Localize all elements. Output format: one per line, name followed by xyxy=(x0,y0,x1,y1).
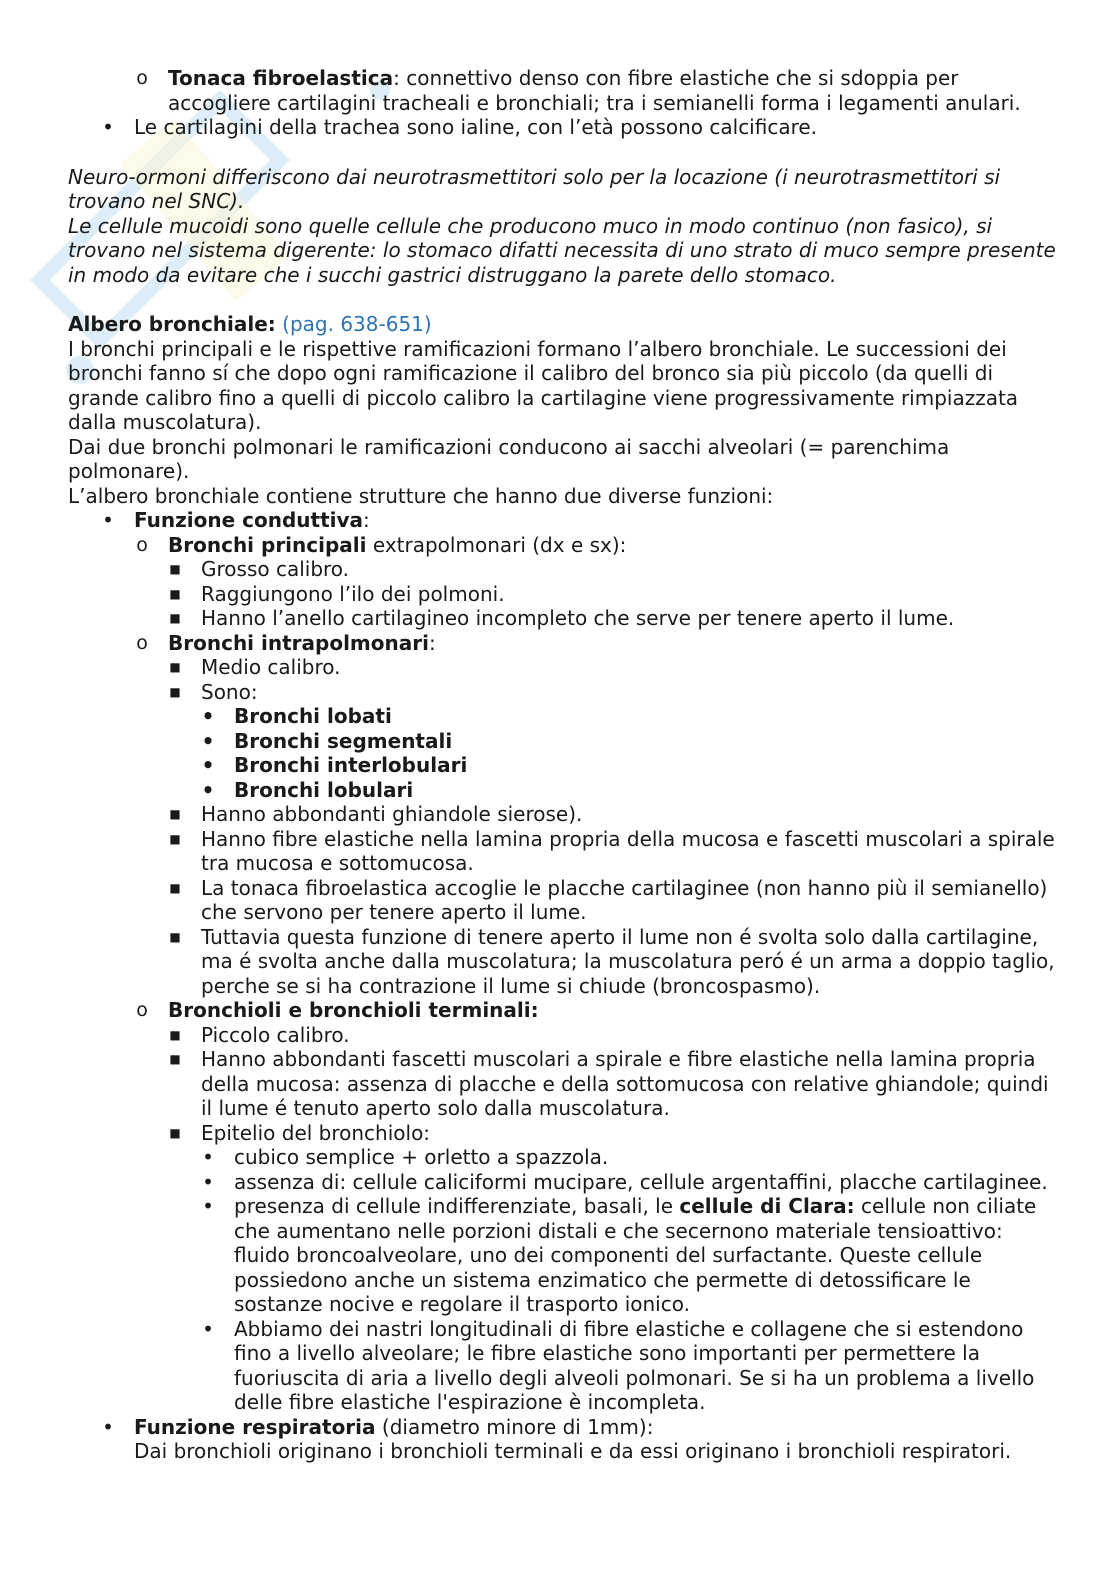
list-item xyxy=(68,1194,1058,1317)
list-item xyxy=(68,533,1058,558)
list-item xyxy=(68,680,1058,705)
bullet-icon: • xyxy=(202,1316,214,1341)
list-item-text: cubico semplice + orletto a spazzola. xyxy=(234,1145,609,1169)
list-item xyxy=(68,508,1058,533)
list-item xyxy=(68,1121,1058,1146)
funzione-conduttiva-label: Funzione conduttiva xyxy=(134,508,364,532)
note-mucoidi: Le cellule mucoidi sono quelle cellule che producono muco in modo continuo (non fasico), si trovano nel sistema digerente: lo stomaco difatti necessita di uno strato di muco sempre presente in modo da evitare che i succhi gastrici distruggano la parete dello stomaco. xyxy=(68,213,1056,287)
list-item xyxy=(68,606,1058,631)
square-bullet: ■ xyxy=(169,807,181,821)
list-item-text: Hanno fibre elastiche nella lamina propria della mucosa e fascetti muscolari a spirale tra mucosa e sottomucosa. xyxy=(201,826,1055,875)
bullet-icon: • xyxy=(202,1145,214,1169)
list-item xyxy=(68,802,1058,827)
list-item xyxy=(68,778,1058,803)
bullet-icon: • xyxy=(102,115,114,139)
list-item-text: Tuttavia questa funzione di tenere aperto il lume non é svolta solo dalla cartilagine, ma é svolta anche dalla muscolatura; la muscolatura peró é un arma a doppio taglio, perche se si ha contrazione il lume si chiude (broncospasmo). xyxy=(201,924,1055,998)
intro-paragraph-1: I bronchi principali e le rispettive ramificazioni formano l’albero bronchiale. Le successioni dei bronchi fanno sí che dopo ogni ramificazione il calibro del bronco sia più piccolo (da quelli di grande calibro fino a quelli di piccolo calibro la cartilagine viene progressivamente rimpiazzata dalla muscolatura). xyxy=(68,336,1019,434)
list-item-text: Piccolo calibro. xyxy=(201,1022,350,1047)
bullet-icon: • xyxy=(102,1414,114,1439)
funzione-respiratoria-label: Funzione respiratoria xyxy=(134,1414,376,1439)
list-item-text: presenza di cellule indifferenziate, basali, le xyxy=(234,1194,680,1218)
list-item-text: Hanno abbondanti fascetti muscolari a spirale e fibre elastiche nella lamina propria della mucosa: assenza di placche e della sottomucosa con relative ghiandole; quindi il lume é tenuto aperto solo dalla muscolatura. xyxy=(201,1047,1049,1120)
list-item xyxy=(68,66,1058,115)
list-item xyxy=(68,753,1058,778)
page-reference-link[interactable]: (pag. 638-651) xyxy=(282,312,432,336)
note-neuro-ormoni: Neuro-ormoni differiscono dai neurotrasmettitori solo per la locazione (i neurotrasmettitori si trovano nel SNC). xyxy=(68,164,1001,213)
bullet-icon: • xyxy=(201,753,215,777)
term-cellule-di-clara: cellule di Clara: xyxy=(679,1194,855,1218)
square-bullet: ■ xyxy=(169,831,181,846)
list-item xyxy=(68,1047,1058,1121)
square-bullet: ■ xyxy=(169,562,181,576)
cartilagini-text: Le cartilagini della trachea sono ialine, con l’età possono calcificare. xyxy=(134,115,818,139)
section-title: Albero bronchiale: xyxy=(68,312,276,336)
square-bullet: ■ xyxy=(169,611,181,625)
list-item xyxy=(68,115,1058,140)
list-item-text: Epitelio del bronchiolo: xyxy=(201,1120,431,1145)
list-item-text: Sono: xyxy=(201,679,258,704)
square-bullet: ■ xyxy=(169,929,181,944)
term-tonaca-fibroelastica: Tonaca fibroelastica xyxy=(168,66,394,90)
square-bullet: ■ xyxy=(169,880,181,895)
list-item xyxy=(68,827,1058,876)
list-item-text: cellule non ciliate che aumentano nelle porzioni distali e che secernono materiale tensioattivo: fluido broncoalveolare, uno dei componenti del surfactante. Queste cellule possiedono anche un sistema enzimatico che permette di detossificare le sostanze nocive e regolare il trasporto ionico. xyxy=(234,1194,1037,1316)
section-heading xyxy=(68,312,1058,337)
list-item xyxy=(68,557,1058,582)
list-item xyxy=(68,729,1058,754)
bullet-icon: • xyxy=(202,1169,214,1194)
bullet-icon: • xyxy=(201,728,215,753)
list-item xyxy=(68,582,1058,607)
square-bullet: ■ xyxy=(169,1125,181,1140)
funzione-respiratoria-text: Dai bronchioli originano i bronchioli terminali e da essi originano i bronchioli respiratori. xyxy=(134,1439,1012,1463)
label-suffix: (diametro minore di 1mm): xyxy=(375,1414,654,1439)
square-bullet: ■ xyxy=(169,1027,181,1042)
list-item xyxy=(68,876,1058,925)
list-item-text: Raggiungono l’ilo dei polmoni. xyxy=(201,581,505,606)
bullet-icon: • xyxy=(202,1194,214,1218)
list-item xyxy=(68,1023,1058,1048)
label-suffix: : xyxy=(428,630,436,655)
list-item xyxy=(68,631,1058,656)
list-item xyxy=(68,655,1058,680)
bullet-icon: • xyxy=(201,777,215,802)
list-item-text: Hanno abbondanti ghiandole sierose). xyxy=(201,802,583,826)
intro-paragraph-2: Dai due bronchi polmonari le ramificazioni conducono ai sacchi alveolari (= parenchima polmonare). xyxy=(68,434,950,483)
circle-bullet: o xyxy=(136,533,148,556)
square-bullet: ■ xyxy=(169,660,181,674)
bronchi-type: Bronchi lobulari xyxy=(234,777,414,802)
list-item xyxy=(68,1145,1058,1170)
list-item-text: Abbiamo dei nastri longitudinali di fibre elastiche e collagene che si estendono fino a livello alveolare; le fibre elastiche sono importanti per permettere la fuoriuscita di aria a livello degli alveoli polmonari. Se si ha un problema a livello delle fibre elastiche l'espirazione è incompleta. xyxy=(234,1316,1035,1414)
list-item xyxy=(68,1170,1058,1195)
bronchi-intrapolmonari-label: Bronchi intrapolmonari xyxy=(168,630,429,655)
bullet-icon: • xyxy=(201,704,215,728)
square-bullet: ■ xyxy=(169,1052,181,1066)
list-item xyxy=(68,998,1058,1023)
bronchi-type: Bronchi interlobulari xyxy=(234,753,468,777)
square-bullet: ■ xyxy=(169,684,181,699)
list-item-text: Hanno l’anello cartilagineo incompleto che serve per tenere aperto il lume. xyxy=(201,606,955,630)
list-item xyxy=(68,1317,1058,1415)
bronchi-principali-label: Bronchi principali xyxy=(168,532,367,557)
circle-bullet: o xyxy=(136,67,148,89)
list-item-text: Grosso calibro. xyxy=(201,557,350,581)
bullet-icon: • xyxy=(102,508,114,532)
circle-bullet: o xyxy=(136,631,148,654)
square-bullet: ■ xyxy=(169,586,181,601)
document-content xyxy=(68,66,1058,1464)
list-item xyxy=(68,704,1058,729)
label-suffix: extrapolmonari (dx e sx): xyxy=(366,532,627,557)
tonaca-text: : connettivo denso con fibre elastiche che si sdoppia per accogliere cartilagini tracheali e bronchiali; tra i semianelli forma i legamenti anulari. xyxy=(168,66,1021,115)
list-item-text: assenza di: cellule caliciformi mucipare, cellule argentaffini, placche cartilaginee. xyxy=(234,1169,1048,1194)
bronchi-type: Bronchi segmentali xyxy=(234,728,453,753)
list-item xyxy=(68,1415,1058,1464)
list-item-text: Medio calibro. xyxy=(201,655,341,679)
bronchi-type: Bronchi lobati xyxy=(234,704,392,728)
list-item-text: La tonaca fibroelastica accoglie le placche cartilaginee (non hanno più il semianello) che servono per tenere aperto il lume. xyxy=(201,875,1048,924)
circle-bullet: o xyxy=(136,999,148,1021)
label-suffix: : xyxy=(363,508,370,532)
bronchioli-label: Bronchioli e bronchioli terminali: xyxy=(168,998,539,1022)
list-item xyxy=(68,925,1058,999)
intro-paragraph-3: L’albero bronchiale contiene strutture che hanno due diverse funzioni: xyxy=(68,483,774,508)
